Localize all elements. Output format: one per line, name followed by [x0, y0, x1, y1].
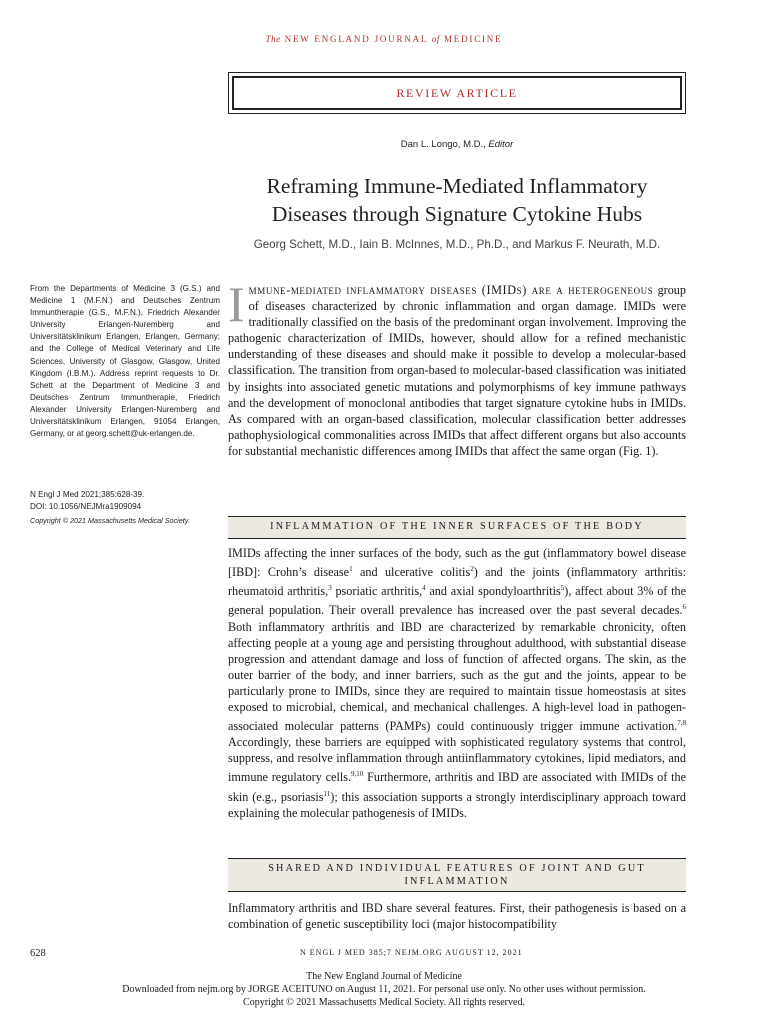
text-run: and axial spondyloarthritis	[425, 584, 561, 599]
text-run: ) and the joints (inflammatory arthritis: rheumatoid arthritis,	[228, 565, 686, 599]
masthead-the: The	[265, 34, 281, 44]
section-heading-shared-features: SHARED AND INDIVIDUAL FEATURES OF JOINT AND GUT INFLAMMATION	[228, 858, 686, 892]
masthead-of: of	[431, 34, 440, 44]
reference-superscript[interactable]: 4	[422, 584, 426, 593]
reference-superscript[interactable]: 7,8	[677, 719, 686, 728]
lead-paragraph	[228, 276, 686, 459]
masthead-medicine: MEDICINE	[444, 34, 503, 44]
section-heading-inflammation: INFLAMMATION OF THE INNER SURFACES OF THE BODY	[228, 516, 686, 539]
article-type-box	[228, 72, 686, 114]
journal-masthead	[0, 34, 768, 44]
citation-block	[30, 489, 220, 513]
masthead-journal: NEW ENGLAND JOURNAL	[284, 34, 428, 44]
article-title: Reframing Immune-Mediated Inflammatory Diseases through Signature Cytokine Hubs	[266, 174, 648, 226]
affiliations-note: From the Departments of Medicine 3 (G.S.) and Medicine 1 (M.F.N.) and Deutsches Zentrum Immuntherapie (G.S., M.F.N.), Friedrich Alexander University Erlangen-Nuremberg and Universitätsklinikum Erlangen, Erlangen, Germany; and the College of Medical Veterinary and Life Sciences, University of Glasgow, Glasgow, United Kingdom (I.B.M.). Address reprint requests to Dr. Schett at the Department of Medicine 3 and Deutsches Zentrum Immuntherapie, Friedrich Alexander University Erlangen-Nuremberg and Universitätsklinikum Erlangen, 91054 Erlangen, Germany, or at georg.schett@uk-erlangen.de.	[30, 284, 220, 439]
text-run: Furthermore, arthritis and IBD are associated with IMIDs of the skin (e.g., psoriasis	[228, 770, 686, 804]
reference-superscript[interactable]: 2	[470, 565, 474, 574]
page-number: 628	[30, 948, 46, 959]
download-journal-line: The New England Journal of Medicine	[306, 971, 462, 982]
body-paragraph	[228, 545, 686, 821]
doi-link[interactable]: DOI: 10.1056/NEJMra1909094	[30, 502, 142, 512]
journal-citation: N Engl J Med 2021;385:628-39.	[30, 490, 145, 499]
editor-name: Dan L. Longo, M.D.,	[400, 139, 486, 150]
text-run: Accordingly, these barriers are equipped with sophisticated regulatory systems that control, suppress, and resolve inflammation through antiinflammatory cytokines, lipid mediators, and immune regulatory cells.	[228, 735, 686, 785]
editor-line	[228, 139, 686, 150]
copyright-note: Copyright © 2021 Massachusetts Medical Society.	[30, 516, 190, 525]
text-run: psoriatic arthritis,	[331, 584, 423, 599]
lead-text: group of diseases characterized by chronic inflammation and organ damage. IMIDs were traditionally classified on the basis of the predominant organ involvement. Improving the pathogenic characterization of IMIDs, however, should allow for a refined mechanistic understanding of these diseases and should make it possible to develop a molecular-based classification. The transition from organ-based to molecular-based classification was initiated by insights into associated genetic mutations and polymorphisms of key immune pathways and the development of monoclonal antibodies that target signature cytokine hubs in IMIDs. As compared with an organ-based classification, molecular classification better addresses pathophysiological commonalities across IMIDs that affect different organs but also accounts for substantial mechanistic differences among IMIDs that affect the same organ (Fig. 1).	[228, 283, 686, 458]
article-type-label: REVIEW ARTICLE	[396, 85, 518, 100]
text-run: IMIDs affecting the inner surfaces of the body, such as the gut (inflammatory bowel disease [IBD]: Crohn’s disease	[228, 546, 686, 580]
reference-superscript[interactable]: 6	[682, 603, 686, 612]
editor-role: Editor	[488, 139, 514, 150]
download-copyright: Copyright © 2021 Massachusetts Medical Society. All rights reserved.	[243, 997, 525, 1008]
footer-citation: N ENGL J MED 385;7 NEJM.ORG AUGUST 12, 2021	[300, 948, 523, 957]
text-run: ), affect about 3% of the general population. Their overall prevalence has increased over the past several decades.	[228, 584, 687, 618]
reference-superscript[interactable]: 11	[323, 789, 331, 798]
drop-cap: I	[228, 276, 245, 332]
body-paragraph-section2: Inflammatory arthritis and IBD share several features. First, their pathogenesis is based on a combination of genetic susceptibility loci (major histocompatibility	[228, 901, 686, 932]
download-notice: Downloaded from nejm.org by JORGE ACEITUNO on August 11, 2021. For personal use only. No other uses without permission.	[122, 984, 646, 995]
reference-superscript[interactable]: 9,10	[351, 770, 364, 779]
article-authors: Georg Schett, M.D., Iain B. McInnes, M.D., Ph.D., and Markus F. Neurath, M.D.	[253, 238, 661, 251]
text-run: Both inflammatory arthritis and IBD are characterized by remarkable chronicity, often affecting people at a young age and persisting throughout adulthood, with substantial disease progression and attendant damage and loss of function of affected organs. The skin, as the outer barrier of the body, and inner barriers, such as the gut and the joints, appear to be particularly prone to IMIDs, since they are required to maintain tissue homeostasis at sites exposed to microbial, chemical, and mechanical challenges. A high-level load in pathogen-associated molecular patterns (PAMPs) could continuously trigger immune activation.	[228, 619, 686, 734]
reference-superscript[interactable]: 3	[328, 584, 332, 593]
lead-smallcaps: mmune-mediated inflammatory diseases (IMIDs) are a heterogeneous	[248, 283, 654, 297]
reference-superscript[interactable]: 1	[349, 565, 353, 574]
text-run: ); this association supports a strongly interdisciplinary approach toward explaining the molecular pathogenesis of IMIDs.	[228, 789, 686, 820]
reference-superscript[interactable]: 5	[560, 584, 565, 593]
text-run: and ulcerative colitis	[352, 565, 471, 580]
